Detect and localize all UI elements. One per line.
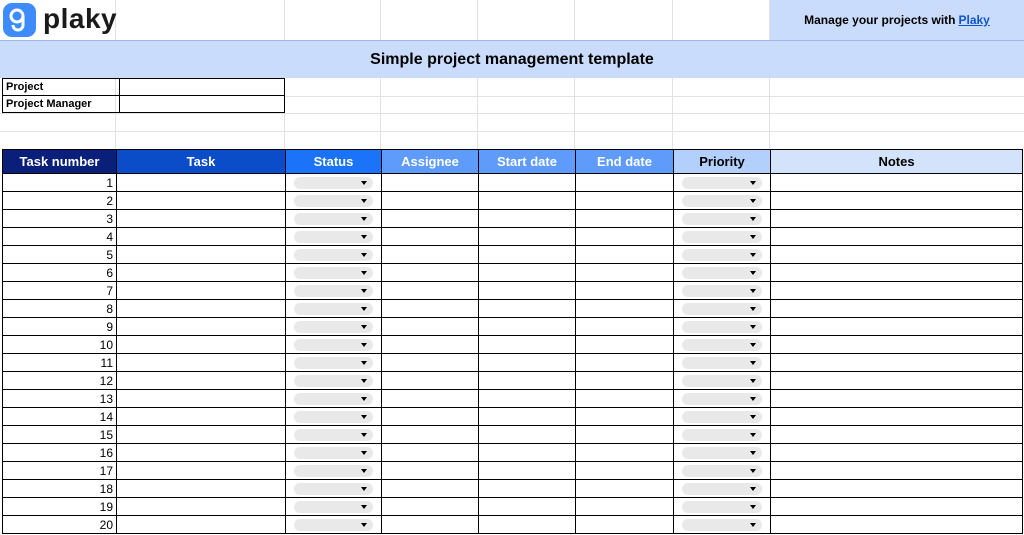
notes-cell[interactable] <box>771 480 1023 498</box>
priority-cell[interactable] <box>674 282 771 300</box>
start-date-cell[interactable] <box>479 264 576 282</box>
assignee-cell[interactable] <box>382 174 479 192</box>
table-row <box>3 444 1023 462</box>
table-row <box>3 516 1023 534</box>
start-date-cell[interactable] <box>479 318 576 336</box>
status-dropdown[interactable] <box>294 213 373 225</box>
assignee-cell[interactable] <box>382 408 479 426</box>
task-cell[interactable] <box>117 282 286 300</box>
col-task[interactable]: Task <box>117 150 286 174</box>
notes-cell[interactable] <box>771 300 1023 318</box>
priority-dropdown[interactable] <box>682 519 762 531</box>
notes-cell[interactable] <box>771 210 1023 228</box>
col-end-date[interactable]: End date <box>576 150 674 174</box>
priority-cell[interactable] <box>674 192 771 210</box>
end-date-cell[interactable] <box>576 498 674 516</box>
task-table <box>2 149 1023 534</box>
task-number-cell[interactable]: 1 <box>3 174 117 192</box>
table-row <box>3 354 1023 372</box>
task-number-cell[interactable]: 4 <box>3 228 117 246</box>
dropdown-arrow-icon <box>750 307 756 311</box>
notes-cell[interactable] <box>771 282 1023 300</box>
task-number-cell[interactable]: 11 <box>3 354 117 372</box>
task-number-cell[interactable]: 9 <box>3 318 117 336</box>
end-date-cell[interactable] <box>576 264 674 282</box>
assignee-cell[interactable] <box>382 192 479 210</box>
status-cell[interactable] <box>286 318 382 336</box>
assignee-cell[interactable] <box>382 264 479 282</box>
task-number-cell[interactable]: 8 <box>3 300 117 318</box>
dropdown-arrow-icon <box>361 487 367 491</box>
dropdown-arrow-icon <box>361 469 367 473</box>
priority-cell[interactable] <box>674 246 771 264</box>
task-cell[interactable] <box>117 300 286 318</box>
col-task-number[interactable]: Task number <box>3 150 117 174</box>
start-date-cell[interactable] <box>479 372 576 390</box>
priority-dropdown[interactable] <box>682 303 762 315</box>
priority-cell[interactable] <box>674 480 771 498</box>
priority-dropdown[interactable] <box>682 393 762 405</box>
dropdown-arrow-icon <box>750 289 756 293</box>
notes-cell[interactable] <box>771 336 1023 354</box>
priority-dropdown[interactable] <box>682 429 762 441</box>
task-number-cell[interactable]: 10 <box>3 336 117 354</box>
notes-cell[interactable] <box>771 318 1023 336</box>
task-number-cell[interactable]: 17 <box>3 462 117 480</box>
priority-dropdown[interactable] <box>682 339 762 351</box>
table-row <box>3 228 1023 246</box>
dropdown-arrow-icon <box>361 325 367 329</box>
status-cell[interactable] <box>286 462 382 480</box>
task-number-cell[interactable]: 16 <box>3 444 117 462</box>
table-row <box>3 336 1023 354</box>
end-date-cell[interactable] <box>576 426 674 444</box>
task-number-cell[interactable]: 19 <box>3 498 117 516</box>
plaky-logo[interactable] <box>0 0 116 40</box>
end-date-cell[interactable] <box>576 246 674 264</box>
assignee-cell[interactable] <box>382 372 479 390</box>
status-cell[interactable] <box>286 300 382 318</box>
dropdown-arrow-icon <box>750 181 756 185</box>
task-cell[interactable] <box>117 336 286 354</box>
notes-cell[interactable] <box>771 462 1023 480</box>
end-date-cell[interactable] <box>576 336 674 354</box>
status-dropdown[interactable] <box>294 303 373 315</box>
dropdown-arrow-icon <box>750 415 756 419</box>
dropdown-arrow-icon <box>361 361 367 365</box>
plaky-link[interactable]: Plaky <box>958 13 990 27</box>
dropdown-arrow-icon <box>361 199 367 203</box>
dropdown-arrow-icon <box>361 523 367 527</box>
priority-cell[interactable] <box>674 174 771 192</box>
priority-dropdown[interactable] <box>682 231 762 243</box>
status-cell[interactable] <box>286 210 382 228</box>
status-cell[interactable] <box>286 192 382 210</box>
start-date-cell[interactable] <box>479 516 576 534</box>
status-dropdown[interactable] <box>294 447 373 459</box>
priority-dropdown[interactable] <box>682 375 762 387</box>
start-date-cell[interactable] <box>479 174 576 192</box>
assignee-cell[interactable] <box>382 462 479 480</box>
task-cell[interactable] <box>117 480 286 498</box>
start-date-cell[interactable] <box>479 480 576 498</box>
status-dropdown[interactable] <box>294 375 373 387</box>
col-notes[interactable]: Notes <box>771 150 1023 174</box>
dropdown-arrow-icon <box>361 181 367 185</box>
dropdown-arrow-icon <box>750 451 756 455</box>
start-date-cell[interactable] <box>479 192 576 210</box>
priority-dropdown[interactable] <box>682 501 762 513</box>
notes-cell[interactable] <box>771 174 1023 192</box>
task-cell[interactable] <box>117 498 286 516</box>
dropdown-arrow-icon <box>750 235 756 239</box>
dropdown-arrow-icon <box>361 379 367 383</box>
start-date-cell[interactable] <box>479 390 576 408</box>
status-cell[interactable] <box>286 264 382 282</box>
start-date-cell[interactable] <box>479 444 576 462</box>
dropdown-arrow-icon <box>361 343 367 347</box>
priority-cell[interactable] <box>674 300 771 318</box>
notes-cell[interactable] <box>771 516 1023 534</box>
end-date-cell[interactable] <box>576 318 674 336</box>
start-date-cell[interactable] <box>479 336 576 354</box>
task-cell[interactable] <box>117 408 286 426</box>
col-start-date[interactable]: Start date <box>479 150 576 174</box>
col-assignee[interactable]: Assignee <box>382 150 479 174</box>
task-number-cell[interactable]: 5 <box>3 246 117 264</box>
end-date-cell[interactable] <box>576 192 674 210</box>
notes-cell[interactable] <box>771 354 1023 372</box>
start-date-cell[interactable] <box>479 498 576 516</box>
end-date-cell[interactable] <box>576 300 674 318</box>
dropdown-arrow-icon <box>750 523 756 527</box>
promo-text: Manage your projects with <box>804 13 956 27</box>
start-date-cell[interactable] <box>479 426 576 444</box>
status-cell[interactable] <box>286 498 382 516</box>
dropdown-arrow-icon <box>750 253 756 257</box>
dropdown-arrow-icon <box>361 235 367 239</box>
status-cell[interactable] <box>286 516 382 534</box>
priority-cell[interactable] <box>674 462 771 480</box>
assignee-cell[interactable] <box>382 300 479 318</box>
dropdown-arrow-icon <box>750 487 756 491</box>
dropdown-arrow-icon <box>750 343 756 347</box>
table-row <box>3 498 1023 516</box>
task-number-cell[interactable]: 7 <box>3 282 117 300</box>
start-date-cell[interactable] <box>479 228 576 246</box>
status-dropdown[interactable] <box>294 411 373 423</box>
end-date-cell[interactable] <box>576 516 674 534</box>
table-row <box>3 462 1023 480</box>
dropdown-arrow-icon <box>750 325 756 329</box>
table-row <box>3 282 1023 300</box>
priority-cell[interactable] <box>674 390 771 408</box>
priority-dropdown[interactable] <box>682 447 762 459</box>
project-manager-label: Project Manager <box>3 96 120 112</box>
assignee-cell[interactable] <box>382 444 479 462</box>
dropdown-arrow-icon <box>750 361 756 365</box>
priority-cell[interactable] <box>674 408 771 426</box>
status-dropdown[interactable] <box>294 249 373 261</box>
status-dropdown[interactable] <box>294 393 373 405</box>
end-date-cell[interactable] <box>576 372 674 390</box>
status-dropdown[interactable] <box>294 429 373 441</box>
task-number-cell[interactable]: 13 <box>3 390 117 408</box>
status-cell[interactable] <box>286 390 382 408</box>
dropdown-arrow-icon <box>361 307 367 311</box>
start-date-cell[interactable] <box>479 246 576 264</box>
task-cell[interactable] <box>117 264 286 282</box>
start-date-cell[interactable] <box>479 282 576 300</box>
start-date-cell[interactable] <box>479 300 576 318</box>
task-cell[interactable] <box>117 354 286 372</box>
project-value[interactable] <box>120 79 284 95</box>
priority-dropdown[interactable] <box>682 267 762 279</box>
assignee-cell[interactable] <box>382 426 479 444</box>
notes-cell[interactable] <box>771 444 1023 462</box>
status-cell[interactable] <box>286 336 382 354</box>
task-number-cell[interactable]: 14 <box>3 408 117 426</box>
priority-cell[interactable] <box>674 264 771 282</box>
notes-cell[interactable] <box>771 264 1023 282</box>
status-cell[interactable] <box>286 372 382 390</box>
table-row <box>3 390 1023 408</box>
priority-cell[interactable] <box>674 318 771 336</box>
assignee-cell[interactable] <box>382 282 479 300</box>
table-row <box>3 174 1023 192</box>
dropdown-arrow-icon <box>361 271 367 275</box>
status-dropdown[interactable] <box>294 483 373 495</box>
sheet-title-band <box>0 40 1024 78</box>
dropdown-arrow-icon <box>361 451 367 455</box>
status-dropdown[interactable] <box>294 465 373 477</box>
table-row <box>3 300 1023 318</box>
status-cell[interactable] <box>286 174 382 192</box>
priority-cell[interactable] <box>674 372 771 390</box>
priority-cell[interactable] <box>674 444 771 462</box>
task-cell[interactable] <box>117 246 286 264</box>
priority-cell[interactable] <box>674 498 771 516</box>
end-date-cell[interactable] <box>576 390 674 408</box>
status-cell[interactable] <box>286 228 382 246</box>
status-cell[interactable] <box>286 444 382 462</box>
dropdown-arrow-icon <box>361 397 367 401</box>
end-date-cell[interactable] <box>576 354 674 372</box>
dropdown-arrow-icon <box>750 217 756 221</box>
assignee-cell[interactable] <box>382 210 479 228</box>
start-date-cell[interactable] <box>479 354 576 372</box>
status-cell[interactable] <box>286 426 382 444</box>
assignee-cell[interactable] <box>382 336 479 354</box>
task-cell[interactable] <box>117 444 286 462</box>
table-row <box>3 480 1023 498</box>
task-number-cell[interactable]: 2 <box>3 192 117 210</box>
priority-dropdown[interactable] <box>682 285 762 297</box>
assignee-cell[interactable] <box>382 354 479 372</box>
status-dropdown[interactable] <box>294 267 373 279</box>
priority-dropdown[interactable] <box>682 195 762 207</box>
project-manager-row <box>2 95 285 113</box>
notes-cell[interactable] <box>771 426 1023 444</box>
status-dropdown[interactable] <box>294 339 373 351</box>
assignee-cell[interactable] <box>382 480 479 498</box>
task-number-cell[interactable]: 12 <box>3 372 117 390</box>
table-row <box>3 318 1023 336</box>
priority-cell[interactable] <box>674 426 771 444</box>
table-row <box>3 372 1023 390</box>
notes-cell[interactable] <box>771 192 1023 210</box>
dropdown-arrow-icon <box>361 253 367 257</box>
status-dropdown[interactable] <box>294 321 373 333</box>
priority-dropdown[interactable] <box>682 357 762 369</box>
task-number-cell[interactable]: 20 <box>3 516 117 534</box>
table-row <box>3 192 1023 210</box>
end-date-cell[interactable] <box>576 282 674 300</box>
start-date-cell[interactable] <box>479 462 576 480</box>
task-cell[interactable] <box>117 318 286 336</box>
task-cell[interactable] <box>117 372 286 390</box>
task-number-cell[interactable]: 18 <box>3 480 117 498</box>
priority-dropdown[interactable] <box>682 465 762 477</box>
table-header-row <box>3 150 1023 174</box>
table-row <box>3 246 1023 264</box>
task-number-cell[interactable]: 3 <box>3 210 117 228</box>
sheet-title: Simple project management template <box>370 50 654 68</box>
project-label: Project <box>3 79 120 95</box>
priority-cell[interactable] <box>674 210 771 228</box>
priority-dropdown[interactable] <box>682 177 762 189</box>
end-date-cell[interactable] <box>576 174 674 192</box>
task-cell[interactable] <box>117 228 286 246</box>
task-cell[interactable] <box>117 174 286 192</box>
status-cell[interactable] <box>286 282 382 300</box>
assignee-cell[interactable] <box>382 390 479 408</box>
dropdown-arrow-icon <box>750 271 756 275</box>
status-dropdown[interactable] <box>294 177 373 189</box>
status-dropdown[interactable] <box>294 357 373 369</box>
status-cell[interactable] <box>286 354 382 372</box>
assignee-cell[interactable] <box>382 498 479 516</box>
notes-cell[interactable] <box>771 372 1023 390</box>
start-date-cell[interactable] <box>479 210 576 228</box>
task-cell[interactable] <box>117 390 286 408</box>
dropdown-arrow-icon <box>750 379 756 383</box>
status-dropdown[interactable] <box>294 231 373 243</box>
start-date-cell[interactable] <box>479 408 576 426</box>
dropdown-arrow-icon <box>361 505 367 509</box>
assignee-cell[interactable] <box>382 516 479 534</box>
task-cell[interactable] <box>117 516 286 534</box>
dropdown-arrow-icon <box>750 397 756 401</box>
priority-dropdown[interactable] <box>682 411 762 423</box>
notes-cell[interactable] <box>771 246 1023 264</box>
notes-cell[interactable] <box>771 498 1023 516</box>
priority-cell[interactable] <box>674 228 771 246</box>
col-priority[interactable]: Priority <box>674 150 771 174</box>
end-date-cell[interactable] <box>576 228 674 246</box>
dropdown-arrow-icon <box>361 289 367 293</box>
notes-cell[interactable] <box>771 390 1023 408</box>
task-number-cell[interactable]: 6 <box>3 264 117 282</box>
dropdown-arrow-icon <box>750 469 756 473</box>
assignee-cell[interactable] <box>382 318 479 336</box>
status-cell[interactable] <box>286 408 382 426</box>
notes-cell[interactable] <box>771 408 1023 426</box>
status-cell[interactable] <box>286 246 382 264</box>
priority-dropdown[interactable] <box>682 321 762 333</box>
priority-dropdown[interactable] <box>682 483 762 495</box>
dropdown-arrow-icon <box>361 217 367 221</box>
assignee-cell[interactable] <box>382 246 479 264</box>
task-cell[interactable] <box>117 426 286 444</box>
end-date-cell[interactable] <box>576 480 674 498</box>
priority-cell[interactable] <box>674 354 771 372</box>
table-row <box>3 264 1023 282</box>
end-date-cell[interactable] <box>576 408 674 426</box>
table-row <box>3 408 1023 426</box>
priority-cell[interactable] <box>674 516 771 534</box>
task-cell[interactable] <box>117 192 286 210</box>
priority-dropdown[interactable] <box>682 213 762 225</box>
end-date-cell[interactable] <box>576 210 674 228</box>
status-cell[interactable] <box>286 480 382 498</box>
notes-cell[interactable] <box>771 228 1023 246</box>
dropdown-arrow-icon <box>750 505 756 509</box>
col-status[interactable]: Status <box>286 150 382 174</box>
status-dropdown[interactable] <box>294 501 373 513</box>
end-date-cell[interactable] <box>576 462 674 480</box>
dropdown-arrow-icon <box>361 415 367 419</box>
status-dropdown[interactable] <box>294 195 373 207</box>
project-manager-value[interactable] <box>120 96 284 112</box>
project-row <box>2 78 285 96</box>
assignee-cell[interactable] <box>382 228 479 246</box>
dropdown-arrow-icon <box>750 199 756 203</box>
plaky-logo-icon <box>3 3 36 37</box>
dropdown-arrow-icon <box>750 433 756 437</box>
logo-text: plaky <box>43 3 118 34</box>
dropdown-arrow-icon <box>361 433 367 437</box>
task-number-cell[interactable]: 15 <box>3 426 117 444</box>
status-dropdown[interactable] <box>294 285 373 297</box>
status-dropdown[interactable] <box>294 519 373 531</box>
priority-dropdown[interactable] <box>682 249 762 261</box>
priority-cell[interactable] <box>674 336 771 354</box>
table-row <box>3 426 1023 444</box>
task-cell[interactable] <box>117 462 286 480</box>
table-row <box>3 210 1023 228</box>
task-cell[interactable] <box>117 210 286 228</box>
end-date-cell[interactable] <box>576 444 674 462</box>
promo-banner <box>770 0 1024 40</box>
